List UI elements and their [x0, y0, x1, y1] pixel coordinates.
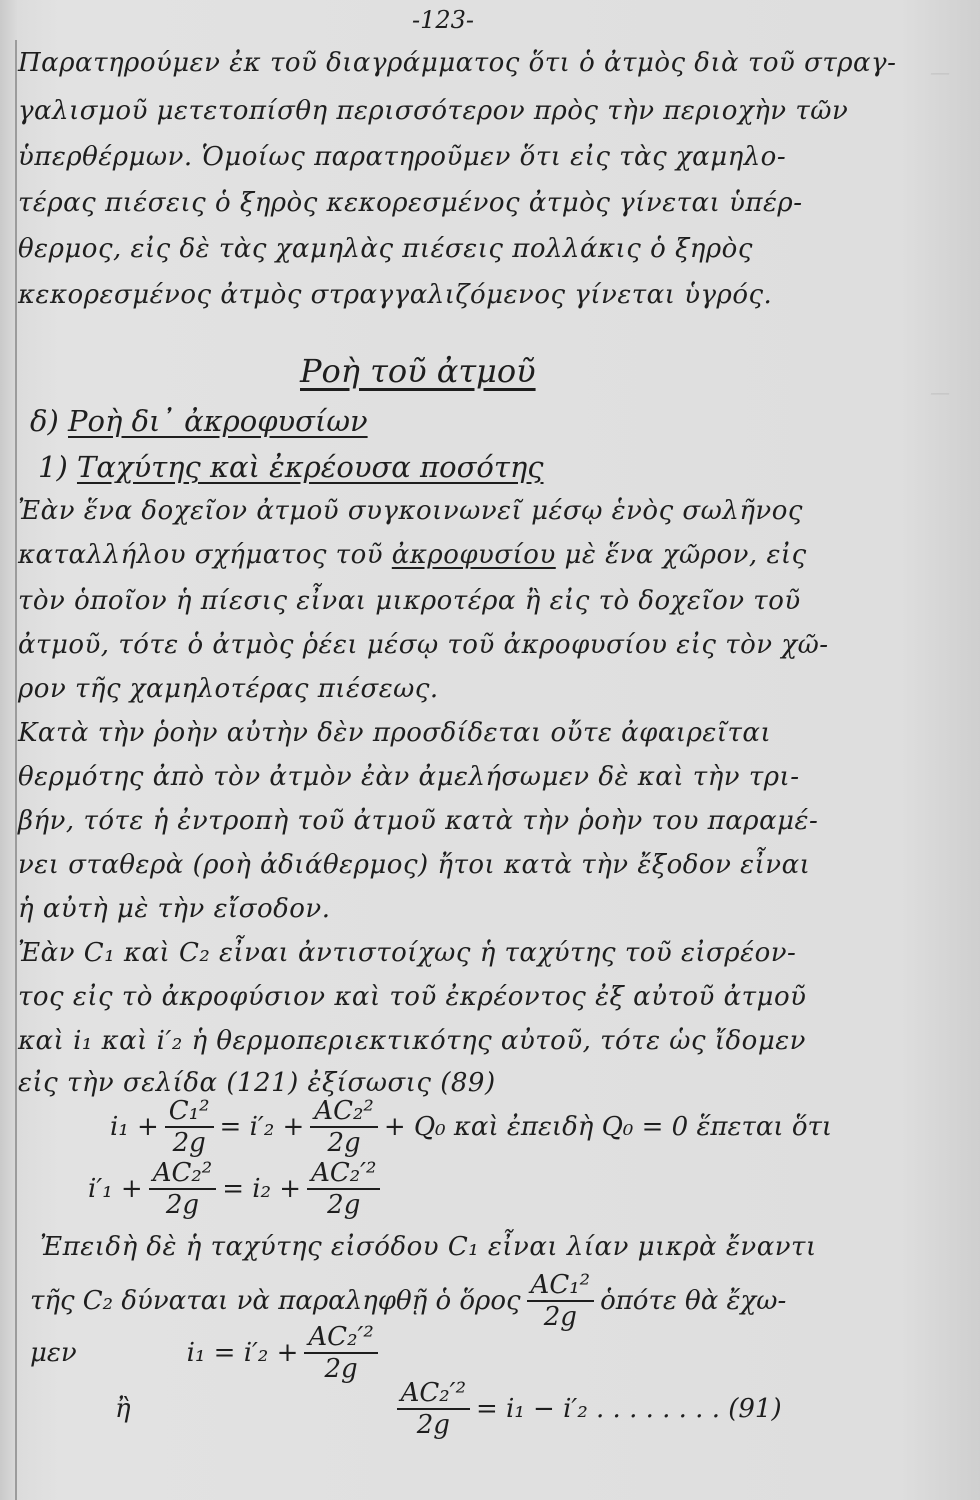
eq-term: = i′₂ + — [219, 1112, 305, 1142]
text-line: γαλισμοῦ μετετοπίσθη περισσότερον πρὸς τὴν περιοχὴν τῶν — [18, 96, 849, 126]
numerator: AC₁² — [527, 1270, 595, 1302]
subsection-heading — [30, 404, 368, 438]
fraction — [527, 1270, 595, 1332]
text-line: νει σταθερὰ (ροὴ ἀδιάθερμος) ἤτοι κατὰ τὴν ἔξοδον εἶναι — [18, 850, 811, 880]
text-line: Ἐὰν C₁ καὶ C₂ εἶναι ἀντιστοίχως ἡ ταχύτης τοῦ εἰσρέον- — [18, 938, 797, 968]
denominator: 2g — [172, 1128, 206, 1158]
denominator: 2g — [327, 1190, 361, 1220]
fraction — [149, 1158, 217, 1220]
bleed-through: — — [930, 380, 950, 404]
text-line: ὑπερθέρμων. Ὁμοίως παρατηροῦμεν ὅτι εἰς τὰς χαμηλο- — [18, 142, 787, 172]
text-line: τῆς C₂ δύναται νὰ παραληφθῇ ὁ ὅρος — [30, 1286, 521, 1316]
fraction — [165, 1096, 214, 1158]
denominator: 2g — [416, 1410, 450, 1440]
eq-term: i₁ = i′₂ + — [186, 1338, 299, 1368]
eq-lead: ἢ — [115, 1394, 131, 1424]
subsubsection-title: Ταχύτης καὶ ἐκρέουσα ποσότης — [76, 450, 544, 484]
numerator: AC₂² — [149, 1158, 217, 1190]
denominator: 2g — [165, 1190, 200, 1220]
fraction — [307, 1158, 380, 1220]
underlined-term: ἀκροφυσίου — [391, 540, 556, 570]
eq-term: i₁ + — [110, 1112, 159, 1142]
text-line: ἡ αὐτὴ μὲ τὴν εἴσοδον. — [18, 894, 331, 924]
eq-term: ὁπότε θὰ ἔχω- — [600, 1286, 787, 1316]
numerator: AC₂′² — [304, 1322, 377, 1354]
eq-term: = i₁ − i′₂ . . . . . . . . (91) — [476, 1394, 782, 1424]
page-number: -123- — [412, 6, 475, 34]
text-line: Παρατηρούμεν ἐκ τοῦ διαγράμματος ὅτι ὁ ἀτμὸς διὰ τοῦ στραγ- — [18, 48, 897, 78]
section-title: Ροὴ τοῦ ἀτμοῦ — [300, 352, 536, 390]
equation — [88, 1158, 386, 1220]
denominator: 2g — [324, 1354, 358, 1384]
numerator: AC₂² — [310, 1096, 378, 1128]
text-line: Ἐπειδὴ δὲ ἡ ταχύτης εἰσόδου C₁ εἶναι λίαν μικρὰ ἔναντι — [40, 1232, 817, 1262]
numerator: AC₂′² — [397, 1378, 470, 1410]
text-line: καταλλήλου σχήματος τοῦ ἀκροφυσίου μὲ ἕνα χῶρον, εἰς — [18, 540, 807, 570]
equation — [115, 1378, 782, 1440]
fraction — [304, 1322, 377, 1384]
text-line: θερμότης ἀπὸ τὸν ἀτμὸν ἐὰν ἀμελήσωμεν δὲ καὶ τὴν τρι- — [18, 762, 800, 792]
fraction — [310, 1096, 378, 1158]
equation — [30, 1322, 384, 1384]
eq-term: = i₂ + — [222, 1174, 302, 1204]
denominator: 2g — [543, 1302, 577, 1332]
text-line: ἀτμοῦ, τότε ὁ ἀτμὸς ῥέει μέσῳ τοῦ ἀκροφυσίου εἰς τὸν χῶ- — [18, 630, 829, 660]
text-line: θερμος, εἰς δὲ τὰς χαμηλὰς πιέσεις πολλάκις ὁ ξηρὸς — [18, 234, 753, 264]
bleed-through: — — [930, 60, 950, 84]
eq-term: + Q₀ καὶ ἐπειδὴ Q₀ = 0 ἕπεται ὅτι — [383, 1112, 833, 1142]
numerator: AC₂′² — [307, 1158, 380, 1190]
text-line: Ἐὰν ἕνα δοχεῖον ἀτμοῦ συγκοινωνεῖ μέσῳ ἑνὸς σωλῆνος — [18, 496, 803, 526]
text-line: τος εἰς τὸ ἀκροφύσιον καὶ τοῦ ἐκρέοντος ἐξ αὐτοῦ ἀτμοῦ — [18, 982, 807, 1012]
eq-lead: μεν — [30, 1338, 77, 1368]
subsubsection-heading — [38, 450, 544, 484]
subsection-title: Ροὴ δι᾽ ἀκροφυσίων — [68, 404, 368, 438]
eq-term: i′₁ + — [88, 1174, 143, 1204]
text-line: τέρας πιέσεις ὁ ξηρὸς κεκορεσμένος ἀτμὸς γίνεται ὑπέρ- — [18, 188, 803, 218]
text-line: εἰς τὴν σελίδα (121) ἐξίσωσις (89) — [18, 1068, 496, 1098]
text-line: βήν, τότε ἡ ἐντροπὴ τοῦ ἀτμοῦ κατὰ τὴν ῥοὴν του παραμέ- — [18, 806, 819, 836]
subsubsection-label: 1) — [38, 450, 68, 484]
fraction — [397, 1378, 470, 1440]
equation — [110, 1096, 832, 1158]
subsection-label: δ) — [30, 404, 59, 438]
text-line: καὶ i₁ καὶ i′₂ ἡ θερμοπεριεκτικότης αὐτοῦ, τότε ὡς ἴδομεν — [18, 1026, 806, 1056]
text-line: Κατὰ τὴν ῥοὴν αὐτὴν δὲν προσδίδεται οὔτε ἀφαιρεῖται — [18, 718, 772, 748]
denominator: 2g — [327, 1128, 361, 1158]
margin-rule — [15, 40, 17, 1500]
numerator: C₁² — [165, 1096, 214, 1128]
text-line: τὸν ὁποῖον ἡ πίεσις εἶναι μικροτέρα ἢ εἰς τὸ δοχεῖον τοῦ — [18, 586, 801, 616]
text-line: κεκορεσμένος ἀτμὸς στραγγαλιζόμενος γίνεται ὑγρός. — [18, 280, 773, 310]
text-line: ρον τῆς χαμηλοτέρας πιέσεως. — [18, 674, 439, 704]
